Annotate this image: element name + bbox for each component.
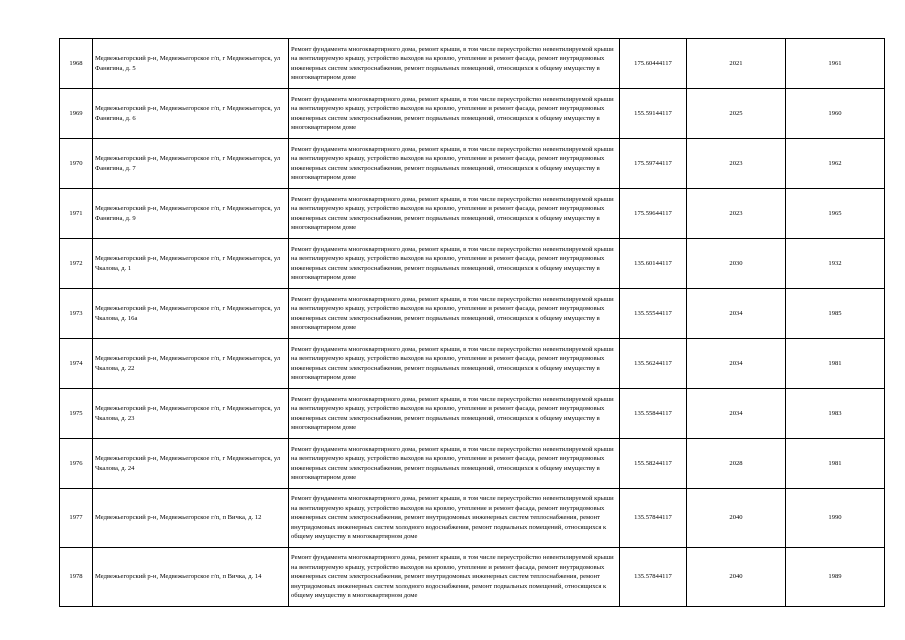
works-cell: Ремонт фундамента многоквартирного дома, ремонт крыши, в том числе переустройство невентилируемой крыши на вентилируемую крышу, устройство выходов на кровлю, утепление и ремонт фасада, ремонт внутридомовых инженерных систем электроснабжения, ремонт внутридомовых инженерных систем теплоснабжения, ремонт внутридомовых инженерных систем холодного водоснабжения, ремонт подвальных помещений, относящихся к общему имуществу в многоквартирном доме xyxy=(289,489,620,548)
row-number: 1971 xyxy=(60,189,93,239)
address-cell: Медвежьегорский р-н, Медвежьегорское г/п, г Медвежьегорск, ул Фанягина, д. 5 xyxy=(93,39,289,89)
works-cell: Ремонт фундамента многоквартирного дома, ремонт крыши, в том числе переустройство невентилируемой крыши на вентилируемую крышу, устройство выходов на кровлю, утепление и ремонт фасада, ремонт внутридомовых инженерных систем электроснабжения, ремонт подвальных помещений, относящихся к общему имуществу в многоквартирном доме xyxy=(289,189,620,239)
works-cell: Ремонт фундамента многоквартирного дома, ремонт крыши, в том числе переустройство невентилируемой крыши на вентилируемую крышу, устройство выходов на кровлю, утепление и ремонт фасада, ремонт внутридомовых инженерных систем электроснабжения, ремонт подвальных помещений, относящихся к общему имуществу в многоквартирном доме xyxy=(289,439,620,489)
plan-year-cell: 2030 xyxy=(687,239,786,289)
table-row xyxy=(60,89,885,139)
address-cell: Медвежьегорский р-н, Медвежьегорское г/п, г Медвежьегорск, ул Чкалова, д. 22 xyxy=(93,339,289,389)
plan-year-cell: 2040 xyxy=(687,489,786,548)
table-row xyxy=(60,289,885,339)
cost-cell: 135.55844117 xyxy=(620,389,687,439)
table-row xyxy=(60,239,885,289)
build-year-cell: 1983 xyxy=(786,389,885,439)
table-body xyxy=(60,39,885,607)
build-year-cell: 1965 xyxy=(786,189,885,239)
cost-cell: 135.57844117 xyxy=(620,548,687,607)
plan-year-cell: 2034 xyxy=(687,389,786,439)
build-year-cell: 1932 xyxy=(786,239,885,289)
cost-cell: 135.57844117 xyxy=(620,489,687,548)
table-row xyxy=(60,139,885,189)
cost-cell: 135.56244117 xyxy=(620,339,687,389)
works-cell: Ремонт фундамента многоквартирного дома, ремонт крыши, в том числе переустройство невентилируемой крыши на вентилируемую крышу, устройство выходов на кровлю, утепление и ремонт фасада, ремонт внутридомовых инженерных систем электроснабжения, ремонт внутридомовых инженерных систем теплоснабжения, ремонт внутридомовых инженерных систем холодного водоснабжения, ремонт подвальных помещений, относящихся к общему имуществу в многоквартирном доме xyxy=(289,548,620,607)
address-cell: Медвежьегорский р-н, Медвежьегорское г/п, г Медвежьегорск, ул Чкалова, д. 16а xyxy=(93,289,289,339)
address-cell: Медвежьегорский р-н, Медвежьегорское г/п, г Медвежьегорск, ул Фанягина, д. 6 xyxy=(93,89,289,139)
cost-cell: 175.60444117 xyxy=(620,39,687,89)
works-cell: Ремонт фундамента многоквартирного дома, ремонт крыши, в том числе переустройство невентилируемой крыши на вентилируемую крышу, устройство выходов на кровлю, утепление и ремонт фасада, ремонт внутридомовых инженерных систем электроснабжения, ремонт подвальных помещений, относящихся к общему имуществу в многоквартирном доме xyxy=(289,339,620,389)
address-cell: Медвежьегорский р-н, Медвежьегорское г/п, г Медвежьегорск, ул Фанягина, д. 7 xyxy=(93,139,289,189)
table-row xyxy=(60,339,885,389)
build-year-cell: 1962 xyxy=(786,139,885,189)
row-number: 1977 xyxy=(60,489,93,548)
table-row xyxy=(60,189,885,239)
works-cell: Ремонт фундамента многоквартирного дома, ремонт крыши, в том числе переустройство невентилируемой крыши на вентилируемую крышу, устройство выходов на кровлю, утепление и ремонт фасада, ремонт внутридомовых инженерных систем электроснабжения, ремонт подвальных помещений, относящихся к общему имуществу в многоквартирном доме xyxy=(289,89,620,139)
plan-year-cell: 2023 xyxy=(687,139,786,189)
table-row xyxy=(60,548,885,607)
address-cell: Медвежьегорский р-н, Медвежьегорское г/п, г Медвежьегорск, ул Чкалова, д. 24 xyxy=(93,439,289,489)
cost-cell: 135.55544117 xyxy=(620,289,687,339)
works-cell: Ремонт фундамента многоквартирного дома, ремонт крыши, в том числе переустройство невентилируемой крыши на вентилируемую крышу, устройство выходов на кровлю, утепление и ремонт фасада, ремонт внутридомовых инженерных систем электроснабжения, ремонт подвальных помещений, относящихся к общему имуществу в многоквартирном доме xyxy=(289,389,620,439)
build-year-cell: 1989 xyxy=(786,548,885,607)
cost-cell: 155.59144117 xyxy=(620,89,687,139)
cost-cell: 135.60144117 xyxy=(620,239,687,289)
row-number: 1975 xyxy=(60,389,93,439)
build-year-cell: 1960 xyxy=(786,89,885,139)
table-row xyxy=(60,439,885,489)
row-number: 1978 xyxy=(60,548,93,607)
plan-year-cell: 2028 xyxy=(687,439,786,489)
plan-year-cell: 2034 xyxy=(687,339,786,389)
row-number: 1973 xyxy=(60,289,93,339)
row-number: 1970 xyxy=(60,139,93,189)
address-cell: Медвежьегорский р-н, Медвежьегорское г/п, г Медвежьегорск, ул Чкалова, д. 23 xyxy=(93,389,289,439)
plan-year-cell: 2021 xyxy=(687,39,786,89)
cost-cell: 155.58244117 xyxy=(620,439,687,489)
works-cell: Ремонт фундамента многоквартирного дома, ремонт крыши, в том числе переустройство невентилируемой крыши на вентилируемую крышу, устройство выходов на кровлю, утепление и ремонт фасада, ремонт внутридомовых инженерных систем электроснабжения, ремонт подвальных помещений, относящихся к общему имуществу в многоквартирном доме xyxy=(289,39,620,89)
row-number: 1972 xyxy=(60,239,93,289)
address-cell: Медвежьегорский р-н, Медвежьегорское г/п, г Медвежьегорск, ул Чкалова, д. 1 xyxy=(93,239,289,289)
row-number: 1974 xyxy=(60,339,93,389)
table-row xyxy=(60,389,885,439)
address-cell: Медвежьегорский р-н, Медвежьегорское г/п, п Вичка, д. 12 xyxy=(93,489,289,548)
row-number: 1969 xyxy=(60,89,93,139)
table-row xyxy=(60,489,885,548)
build-year-cell: 1990 xyxy=(786,489,885,548)
build-year-cell: 1981 xyxy=(786,439,885,489)
plan-year-cell: 2034 xyxy=(687,289,786,339)
address-cell: Медвежьегорский р-н, Медвежьегорское г/п, п Вичка, д. 14 xyxy=(93,548,289,607)
row-number: 1968 xyxy=(60,39,93,89)
works-cell: Ремонт фундамента многоквартирного дома, ремонт крыши, в том числе переустройство невентилируемой крыши на вентилируемую крышу, устройство выходов на кровлю, утепление и ремонт фасада, ремонт внутридомовых инженерных систем электроснабжения, ремонт подвальных помещений, относящихся к общему имуществу в многоквартирном доме xyxy=(289,239,620,289)
table-row xyxy=(60,39,885,89)
cost-cell: 175.59744117 xyxy=(620,139,687,189)
repair-program-table xyxy=(59,38,885,607)
works-cell: Ремонт фундамента многоквартирного дома, ремонт крыши, в том числе переустройство невентилируемой крыши на вентилируемую крышу, устройство выходов на кровлю, утепление и ремонт фасада, ремонт внутридомовых инженерных систем электроснабжения, ремонт подвальных помещений, относящихся к общему имуществу в многоквартирном доме xyxy=(289,139,620,189)
plan-year-cell: 2025 xyxy=(687,89,786,139)
works-cell: Ремонт фундамента многоквартирного дома, ремонт крыши, в том числе переустройство невентилируемой крыши на вентилируемую крышу, устройство выходов на кровлю, утепление и ремонт фасада, ремонт внутридомовых инженерных систем электроснабжения, ремонт подвальных помещений, относящихся к общему имуществу в многоквартирном доме xyxy=(289,289,620,339)
row-number: 1976 xyxy=(60,439,93,489)
build-year-cell: 1981 xyxy=(786,339,885,389)
cost-cell: 175.59644117 xyxy=(620,189,687,239)
address-cell: Медвежьегорский р-н, Медвежьегорское г/п, г Медвежьегорск, ул Фанягина, д. 9 xyxy=(93,189,289,239)
plan-year-cell: 2040 xyxy=(687,548,786,607)
plan-year-cell: 2023 xyxy=(687,189,786,239)
build-year-cell: 1961 xyxy=(786,39,885,89)
build-year-cell: 1985 xyxy=(786,289,885,339)
